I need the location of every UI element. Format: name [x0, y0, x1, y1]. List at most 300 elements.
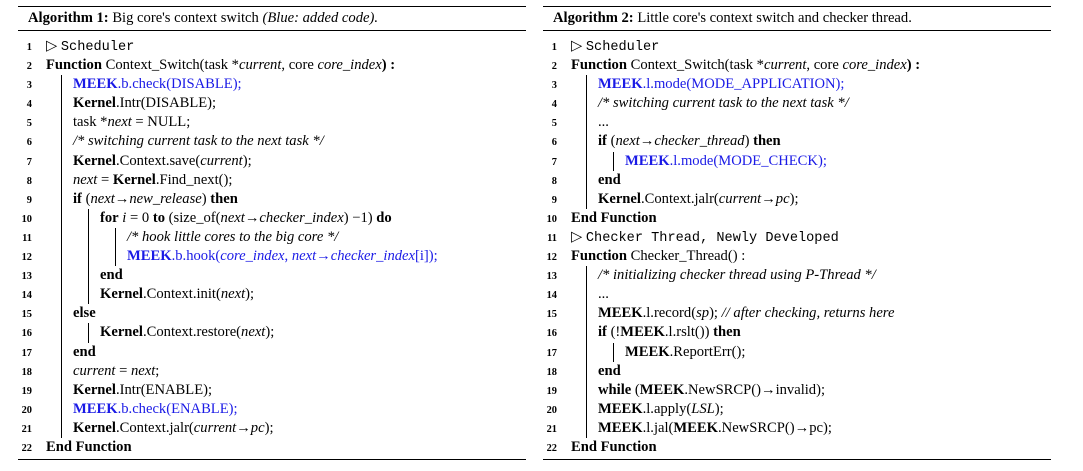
indent-bar — [586, 75, 587, 94]
code-text — [46, 56, 395, 75]
code-segment: Checker Thread, Newly Developed — [585, 230, 839, 246]
code-segment: /* switching current task to the next task */ — [598, 95, 849, 112]
code-text — [598, 94, 849, 113]
code-text — [73, 190, 238, 209]
code-line — [543, 209, 1051, 228]
code-segment: end — [598, 362, 621, 379]
indent-bar — [61, 209, 62, 228]
code-segment: Scheduler — [60, 40, 135, 55]
code-line — [18, 152, 526, 171]
line-number: 14 — [546, 290, 557, 302]
code-text — [598, 362, 621, 381]
code-text — [571, 37, 659, 57]
algorithm-2 — [543, 6, 1051, 460]
indent-bar — [586, 132, 587, 151]
caption-title: Little core's context switch and checker thread. — [637, 10, 912, 26]
indent-bar — [586, 323, 587, 342]
code-text — [598, 171, 621, 190]
line-number: 15 — [21, 309, 32, 321]
indent-bar — [586, 419, 587, 438]
code-segment: ); — [242, 152, 252, 169]
indent-bar — [88, 247, 89, 266]
code-segment: end — [598, 171, 621, 188]
code-segment: ... — [598, 286, 609, 303]
line-number: 8 — [551, 175, 557, 187]
code-text — [571, 56, 920, 75]
code-text — [598, 285, 609, 304]
indent-bar — [61, 190, 62, 209]
code-line — [543, 343, 1051, 362]
code-segment: .NewSRCP()→pc); — [718, 419, 832, 436]
line-number: 2 — [26, 61, 32, 73]
code-segment: , core — [806, 57, 843, 74]
code-segment: next — [220, 286, 246, 303]
code-segment: End Function — [46, 438, 132, 455]
indent-bar — [88, 228, 89, 247]
code-segment: for — [100, 209, 119, 226]
code-text — [73, 343, 96, 362]
line-number: 6 — [551, 137, 557, 149]
code-line — [543, 304, 1051, 323]
code-text — [598, 381, 825, 400]
code-line — [543, 37, 1051, 56]
indent-bar — [586, 362, 587, 381]
code-segment: = 0 — [126, 209, 153, 226]
code-segment: current — [763, 57, 807, 74]
code-segment: MEEK — [73, 400, 118, 417]
indent-bar — [586, 381, 587, 400]
code-segment: Context_Switch(task * — [105, 57, 239, 74]
indent-bar — [586, 304, 587, 323]
indent-bar — [61, 247, 62, 266]
code-segment: ); — [245, 286, 255, 303]
code-segment: .Context.save( — [115, 152, 201, 169]
code-text — [73, 304, 96, 323]
code-line — [18, 323, 526, 342]
code-segment: .l.jal( — [642, 419, 674, 436]
code-segment: MEEK — [598, 76, 643, 93]
code-segment: MEEK — [598, 419, 643, 436]
line-number: 7 — [26, 156, 32, 168]
indent-bar — [586, 190, 587, 209]
indent-bar — [61, 381, 62, 400]
added-code-text — [127, 247, 438, 266]
code-text — [73, 381, 212, 400]
code-segment: /* initializing checker thread using P-Thread */ — [598, 267, 876, 284]
code-line — [18, 304, 526, 323]
code-segment: ) — [744, 133, 754, 150]
code-segment: .b.check(DISABLE); — [117, 76, 242, 93]
code-segment: .Context.jalr( — [115, 419, 194, 436]
code-lines — [543, 31, 1051, 457]
code-text — [46, 37, 134, 57]
code-segment: , core — [281, 57, 318, 74]
code-line — [18, 56, 526, 75]
line-number: 2 — [551, 61, 557, 73]
code-segment: else — [73, 305, 96, 322]
code-segment: next→checker_index — [220, 209, 344, 226]
code-segment: next — [73, 171, 98, 188]
indent-bar — [61, 304, 62, 323]
indent-bar — [61, 285, 62, 304]
code-segment: [i]); — [415, 248, 438, 265]
code-segment: MEEK — [625, 343, 670, 360]
code-text — [100, 323, 274, 342]
added-code-text — [598, 75, 844, 94]
line-number: 18 — [546, 366, 557, 378]
code-text — [73, 94, 216, 113]
line-number: 10 — [21, 213, 32, 225]
code-segment: ▷ — [46, 38, 61, 54]
code-line — [18, 362, 526, 381]
line-number: 5 — [26, 118, 32, 130]
code-segment: if — [73, 190, 82, 207]
line-number: 7 — [551, 156, 557, 168]
line-number: 13 — [21, 271, 32, 283]
code-segment: Kernel — [73, 152, 116, 169]
code-segment: .ReportErr(); — [669, 343, 746, 360]
code-segment: current — [238, 57, 282, 74]
code-segment: next→checker_index — [291, 248, 416, 265]
code-line — [543, 400, 1051, 419]
code-segment: (! — [606, 324, 621, 341]
code-segment: .Context.restore( — [142, 324, 242, 341]
indent-bar — [61, 266, 62, 285]
indent-bar — [61, 343, 62, 362]
line-number: 12 — [546, 252, 557, 264]
code-text — [598, 419, 832, 438]
code-segment: .l.mode(MODE_CHECK); — [669, 152, 827, 169]
indent-bar — [61, 419, 62, 438]
indent-bar — [88, 323, 89, 342]
line-number: 4 — [26, 99, 32, 111]
added-code-text — [625, 152, 827, 171]
algorithm-caption — [543, 7, 1051, 31]
code-lines — [18, 31, 526, 457]
code-line — [543, 266, 1051, 285]
code-line — [18, 438, 526, 457]
code-segment: Kernel — [112, 171, 156, 188]
line-number: 11 — [22, 232, 32, 244]
code-segment: Function — [46, 57, 106, 74]
code-segment: = — [115, 362, 131, 379]
code-line — [543, 94, 1051, 113]
indent-bar — [61, 400, 62, 419]
code-segment: Checker_Thread() : — [630, 248, 746, 265]
indent-bar — [115, 247, 116, 266]
code-segment: end — [73, 343, 96, 360]
line-number: 12 — [21, 252, 32, 264]
code-segment: Context_Switch(task * — [630, 57, 764, 74]
code-segment: current→pc — [193, 419, 265, 436]
code-line — [18, 381, 526, 400]
code-line — [543, 381, 1051, 400]
code-segment: ) −1) — [343, 209, 377, 226]
code-text — [571, 209, 657, 228]
code-segment: current — [200, 152, 243, 169]
bottom-rule — [18, 459, 526, 460]
code-segment: next→checker_thread — [615, 133, 745, 150]
code-segment: /* hook little cores to the big core */ — [127, 228, 339, 245]
code-line — [543, 438, 1051, 457]
code-text — [598, 323, 741, 342]
code-segment: = NULL; — [131, 114, 191, 131]
code-text — [73, 362, 159, 381]
indent-bar — [61, 132, 62, 151]
line-number: 22 — [21, 442, 32, 454]
code-line — [18, 75, 526, 94]
line-number: 22 — [546, 442, 557, 454]
line-number: 1 — [551, 42, 557, 53]
code-segment: next — [107, 114, 132, 131]
code-segment: if — [598, 324, 607, 341]
line-number: 20 — [21, 404, 32, 416]
code-segment: task * — [73, 114, 108, 131]
code-segment: sp — [696, 305, 710, 322]
code-line — [18, 419, 526, 438]
code-text — [100, 209, 392, 228]
code-segment: next→new_release — [90, 190, 202, 207]
code-segment: end — [100, 267, 123, 284]
code-text — [571, 228, 839, 248]
code-segment: MEEK — [598, 305, 643, 322]
line-number: 19 — [546, 385, 557, 397]
line-number: 17 — [546, 347, 557, 359]
code-line — [18, 343, 526, 362]
code-line — [18, 132, 526, 151]
code-segment: ); — [789, 190, 799, 207]
code-segment: if — [598, 133, 607, 150]
code-line — [18, 266, 526, 285]
code-segment: Function — [571, 248, 631, 265]
code-segment: .b.check(ENABLE); — [117, 400, 238, 417]
code-line — [18, 285, 526, 304]
indent-bar — [61, 228, 62, 247]
code-segment: (size_of( — [165, 209, 221, 226]
code-segment: ); — [265, 324, 275, 341]
code-segment: core_index — [842, 57, 907, 74]
added-code-text — [73, 75, 242, 94]
code-segment: LSL — [691, 400, 715, 417]
code-text — [100, 266, 123, 285]
code-segment: .b.hook( — [171, 248, 221, 265]
line-number: 3 — [26, 80, 32, 92]
code-text — [598, 113, 609, 132]
code-text — [73, 132, 324, 151]
code-line — [543, 362, 1051, 381]
code-segment: MEEK — [598, 400, 643, 417]
line-number: 16 — [546, 328, 557, 340]
line-number: 17 — [21, 347, 32, 359]
line-number: 9 — [26, 194, 32, 206]
code-segment: Scheduler — [585, 40, 660, 55]
indent-bar — [61, 323, 62, 342]
code-segment: /* switching current task to the next task */ — [73, 133, 324, 150]
line-number: 8 — [26, 175, 32, 187]
code-segment: .NewSRCP()→invalid); — [684, 381, 826, 398]
indent-bar — [61, 113, 62, 132]
code-text — [571, 247, 745, 266]
indent-bar — [586, 171, 587, 190]
code-segment: ); — [264, 419, 274, 436]
code-text — [598, 266, 876, 285]
code-text — [73, 419, 274, 438]
caption-note: (Blue: added code). — [262, 10, 378, 26]
code-line — [18, 113, 526, 132]
added-code-text — [73, 400, 238, 419]
line-number: 14 — [21, 290, 32, 302]
indent-bar — [61, 152, 62, 171]
indent-bar — [61, 171, 62, 190]
bottom-rule — [543, 459, 1051, 460]
code-line — [543, 113, 1051, 132]
code-segment: ) : — [906, 57, 921, 74]
code-segment: MEEK — [73, 76, 118, 93]
code-segment: .l.rslt()) — [664, 324, 714, 341]
code-segment: ); — [709, 305, 722, 322]
line-number: 20 — [546, 404, 557, 416]
code-segment: .Intr(ENABLE); — [115, 381, 213, 398]
code-text — [73, 152, 252, 171]
code-segment: .l.apply( — [642, 400, 692, 417]
code-segment: MEEK — [625, 152, 670, 169]
indent-bar — [88, 266, 89, 285]
code-line — [18, 190, 526, 209]
code-segment: MEEK — [673, 419, 718, 436]
code-line — [543, 228, 1051, 247]
code-text — [598, 304, 894, 323]
code-line — [543, 247, 1051, 266]
code-line — [543, 152, 1051, 171]
line-number: 11 — [547, 232, 557, 244]
code-segment: do — [376, 209, 392, 226]
code-segment: ; — [155, 362, 160, 379]
code-segment: ▷ — [571, 38, 586, 54]
line-number: 19 — [21, 385, 32, 397]
code-text — [100, 285, 254, 304]
indent-bar — [586, 266, 587, 285]
indent-bar — [61, 75, 62, 94]
line-number: 15 — [546, 309, 557, 321]
code-line — [18, 171, 526, 190]
code-segment: MEEK — [127, 248, 172, 265]
algorithm-caption — [18, 7, 526, 31]
code-segment: .Intr(DISABLE); — [115, 95, 217, 112]
code-segment: next — [241, 324, 266, 341]
code-segment: to — [152, 209, 166, 226]
code-text — [46, 438, 132, 457]
code-segment: then — [753, 133, 781, 150]
indent-bar — [586, 285, 587, 304]
algorithm-1 — [18, 6, 526, 460]
line-number: 10 — [546, 213, 557, 225]
code-line — [18, 247, 526, 266]
code-segment: MEEK — [620, 324, 665, 341]
code-line — [543, 419, 1051, 438]
code-line — [543, 190, 1051, 209]
code-line — [18, 209, 526, 228]
code-line — [543, 323, 1051, 342]
code-segment: core_index — [220, 248, 285, 265]
caption-label: Algorithm 1: — [28, 10, 109, 26]
indent-bar — [61, 94, 62, 113]
line-number: 9 — [551, 194, 557, 206]
code-segment: ) — [201, 190, 211, 207]
line-number: 4 — [551, 99, 557, 111]
line-number: 21 — [21, 423, 32, 435]
code-segment: .l.mode(MODE_APPLICATION); — [642, 76, 845, 93]
code-segment: while — [598, 381, 632, 398]
line-number: 16 — [21, 328, 32, 340]
code-segment: ( — [631, 381, 640, 398]
line-number: 5 — [551, 118, 557, 130]
indent-bar — [586, 400, 587, 419]
code-line — [543, 56, 1051, 75]
code-segment: End Function — [571, 438, 657, 455]
code-segment: i — [122, 209, 127, 226]
code-segment: .Find_next(); — [155, 171, 233, 188]
code-segment: , — [284, 248, 292, 265]
code-segment: End Function — [571, 209, 657, 226]
caption-label: Algorithm 2: — [553, 10, 634, 26]
indent-bar — [61, 362, 62, 381]
code-line — [543, 132, 1051, 151]
indent-bar — [586, 152, 587, 171]
code-segment: // after checking, returns here — [721, 305, 895, 322]
code-segment: ( — [81, 190, 91, 207]
code-segment: Kernel — [100, 324, 143, 341]
indent-bar — [88, 285, 89, 304]
caption-title: Big core's context switch — [112, 10, 259, 26]
indent-bar — [115, 228, 116, 247]
code-segment: MEEK — [639, 381, 685, 398]
code-segment: ... — [598, 114, 609, 131]
code-segment: Function — [571, 57, 631, 74]
indent-bar — [586, 94, 587, 113]
code-segment: ) : — [381, 57, 396, 74]
code-segment: then — [713, 324, 741, 341]
code-text — [598, 132, 781, 151]
code-segment: Kernel — [73, 381, 116, 398]
indent-bar — [586, 113, 587, 132]
code-line — [18, 94, 526, 113]
code-segment: = — [97, 171, 113, 188]
code-line — [543, 75, 1051, 94]
code-segment: .Context.jalr( — [640, 190, 719, 207]
code-segment: .Context.init( — [142, 286, 221, 303]
indent-bar — [88, 209, 89, 228]
code-line — [543, 285, 1051, 304]
line-number: 13 — [546, 271, 557, 283]
code-text — [571, 438, 657, 457]
code-segment: then — [210, 190, 238, 207]
code-segment: Kernel — [73, 95, 116, 112]
indent-bar — [586, 343, 587, 362]
code-text — [598, 190, 799, 209]
line-number: 6 — [26, 137, 32, 149]
code-text — [73, 171, 232, 190]
code-segment: current — [73, 362, 116, 379]
code-line — [18, 228, 526, 247]
code-text — [598, 400, 724, 419]
code-line — [18, 400, 526, 419]
code-segment: Kernel — [598, 190, 641, 207]
code-segment: next — [130, 362, 156, 379]
code-segment: ); — [714, 400, 724, 417]
code-text — [73, 113, 190, 132]
code-segment: core_index — [317, 57, 382, 74]
line-number: 3 — [551, 80, 557, 92]
